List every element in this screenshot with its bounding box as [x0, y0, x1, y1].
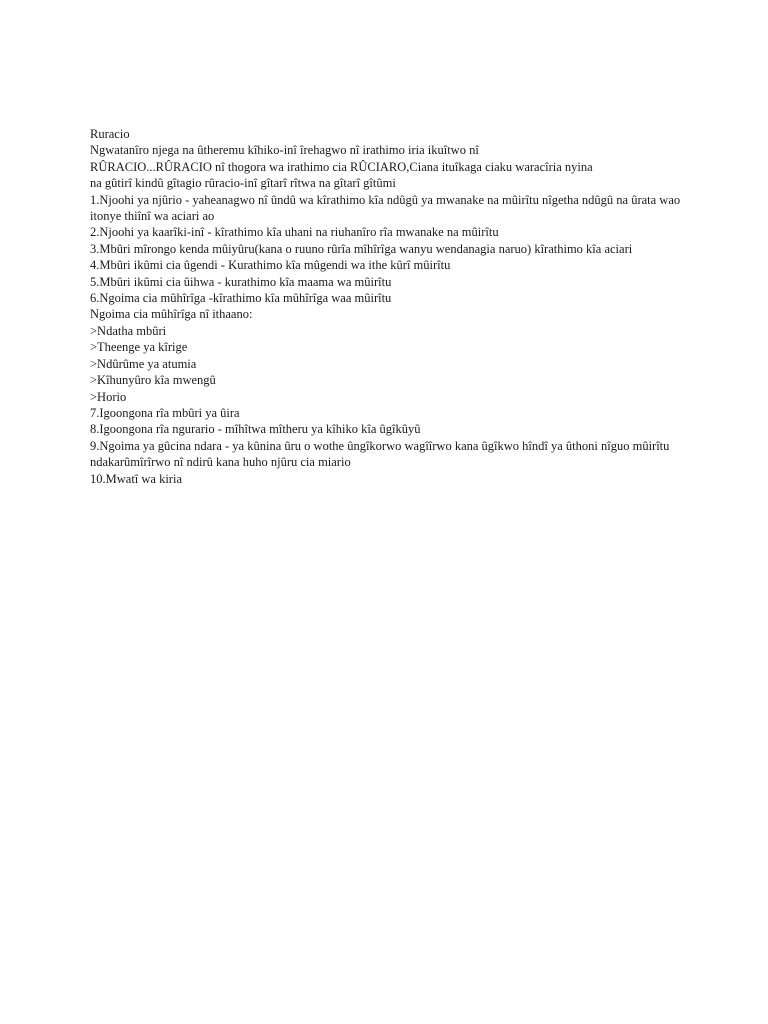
text-line: Ngwatanîro njega na ûtheremu kîhiko-inî îrehagwo nî irathimo iria ikuîtwo nî	[90, 143, 479, 158]
list-item: 8.Igoongona rîa ngurario - mîhîtwa mîtheru ya kîhiko kîa ûgîkûyû	[90, 422, 421, 437]
text-line: RÛRACIO...RÛRACIO nî thogora wa irathimo cia RÛCIARO,Ciana ituîkaga ciaku waracîria nyina	[90, 159, 593, 174]
sub-list-item: >Theenge ya kîrige	[90, 340, 188, 355]
list-item: 4.Mbûri ikûmi cia ûgendi - Kurathimo kîa mûgendi wa ithe kûrî mûirîtu	[90, 258, 451, 273]
list-item: 9.Ngoima ya gûcina ndara - ya kûnina ûru o wothe ûngîkorwo wagîîrwo kana ûgîkwo hîndî ya ûthoni nîguo mûirîtu ndakarûmîrîrwo nî ndirû kana huho njûru cia miario	[90, 438, 670, 470]
sub-list-item: >Horio	[90, 389, 127, 404]
list-item: 3.Mbûri mîrongo kenda mûiyûru(kana o ruuno rûrîa mîhîrîga wanyu wendanagia naruo) kîrathimo kîa aciari	[90, 241, 633, 256]
text-line: na gûtirî kindû gîtagio rûracio-inî gîtarî rîtwa na gîtarî gîtûmi	[90, 176, 396, 191]
document-body	[90, 126, 690, 487]
list-item: 10.Mwatî wa kiria	[90, 471, 182, 486]
list-item: 7.Igoongona rîa mbûri ya ûira	[90, 405, 240, 420]
list-item: 6.Ngoima cia mûhîrîga -kîrathimo kîa mûhîrîga waa mûirîtu	[90, 291, 392, 306]
list-item: 5.Mbûri ikûmi cia ûihwa - kurathimo kîa maama wa mûirîtu	[90, 274, 392, 289]
list-item: 2.Njoohi ya kaarîki-inî - kîrathimo kîa uhani na riuhanîro rîa mwanake na mûirîtu	[90, 225, 499, 240]
document-title: Ruracio	[90, 127, 130, 141]
sub-list-item: >Ndûrûme ya atumia	[90, 356, 197, 371]
list-item: 1.Njoohi ya njûrio - yaheanagwo nî ûndû wa kîrathimo kîa ndûgû ya mwanake na mûirîtu nîgetha ndûgû na ûrata wao itonye thiînî wa aciari ao	[90, 192, 681, 224]
sub-list-item: >Kîhunyûro kîa mwengû	[90, 373, 216, 388]
section-heading: Ngoima cia mûhîrîga nî ithaano:	[90, 307, 253, 322]
sub-list-item: >Ndatha mbûri	[90, 323, 167, 338]
